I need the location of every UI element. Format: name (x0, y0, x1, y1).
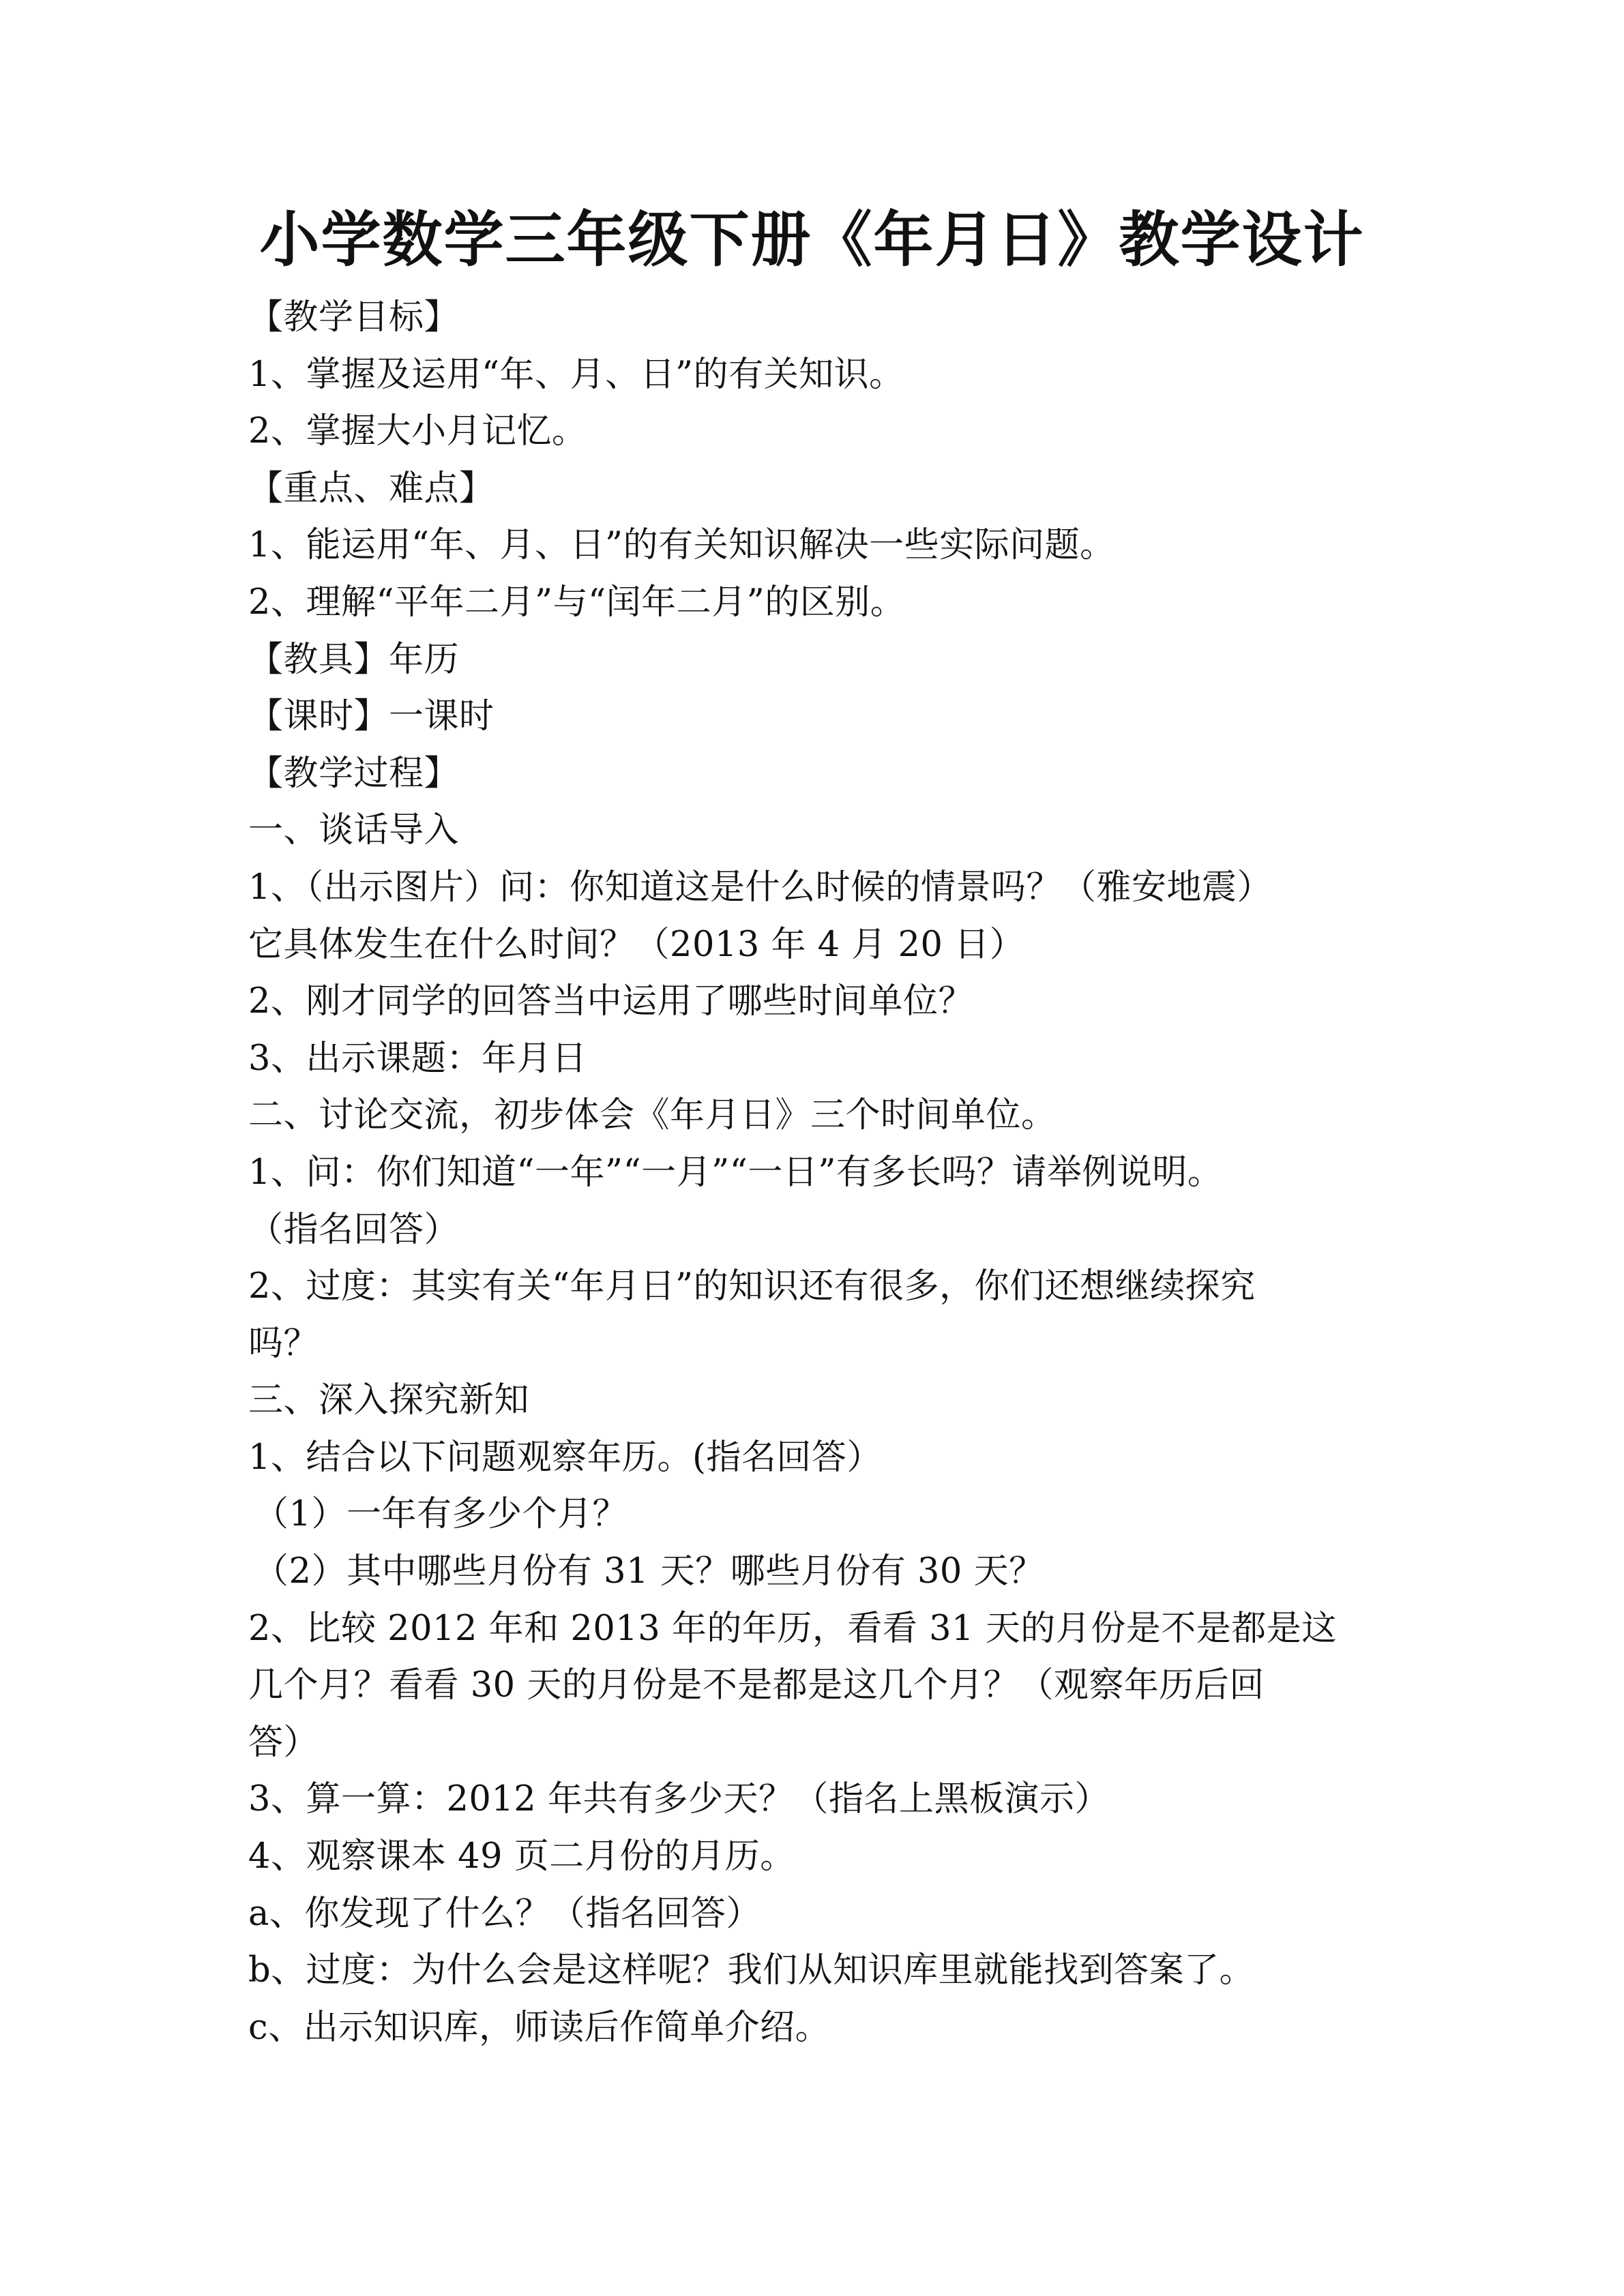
teaching-aids-line: 【教具】年历 (248, 639, 460, 680)
text-line: 1、结合以下问题观察年历。(指名回答） (248, 1437, 882, 1478)
text-line: b、过度：为什么会是这样呢？我们从知识库里就能找到答案了。 (248, 1950, 1255, 1991)
key-point-item-1: 1、能运用“年、月、日”的有关知识解决一些实际问题。 (248, 525, 1115, 566)
document-title: 小学数学三年级下册《年月日》教学设计 (259, 205, 1365, 275)
text-line: a、你发现了什么？（指名回答） (248, 1893, 761, 1934)
text-line: 2、比较 2012 年和 2013 年的年历，看看 31 天的月份是不是都是这 (248, 1608, 1337, 1649)
class-hours-line: 【课时】一课时 (248, 696, 494, 737)
section-heading-key-points: 【重点、难点】 (248, 468, 494, 509)
text-line: 吗？ (248, 1323, 319, 1364)
text-line: （2）其中哪些月份有 31 天？哪些月份有 30 天？ (254, 1551, 1044, 1592)
process-step-discussion-heading: 二、讨论交流，初步体会《年月日》三个时间单位。 (248, 1095, 1057, 1136)
document-body (248, 289, 1394, 2056)
text-line: 1、问：你们知道“一年”“一月”“一日”有多长吗？请举例说明。 (248, 1152, 1223, 1193)
text-line: 几个月？看看 30 天的月份是不是都是这几个月？（观察年历后回 (248, 1665, 1265, 1706)
text-line: 2、刚才同学的回答当中运用了哪些时间单位？ (248, 981, 973, 1022)
objective-item-1: 1、掌握及运用“年、月、日”的有关知识。 (248, 354, 904, 395)
process-step-intro-heading: 一、谈话导入 (248, 810, 460, 851)
text-line: 它具体发生在什么时间？（2013 年 4 月 20 日） (248, 924, 1025, 965)
text-line: 2、过度：其实有关“年月日”的知识还有很多，你们还想继续探究 (248, 1266, 1256, 1307)
section-heading-objectives: 【教学目标】 (248, 297, 460, 338)
text-line: c、出示知识库，师读后作简单介绍。 (248, 2007, 831, 2048)
key-point-item-2: 2、理解“平年二月”与“闰年二月”的区别。 (248, 582, 906, 623)
text-line: （1）一年有多少个月？ (254, 1494, 628, 1535)
text-line: 3、算一算：2012 年共有多少天？（指名上黑板演示） (248, 1779, 1110, 1820)
text-line: 4、观察课本 49 页二月份的月历。 (248, 1836, 795, 1877)
objective-item-2: 2、掌握大小月记忆。 (248, 411, 587, 452)
text-line: 1、（出示图片）问：你知道这是什么时候的情景吗？（雅安地震） (248, 867, 1272, 908)
text-line: 3、出示课题：年月日 (248, 1038, 587, 1079)
section-heading-process: 【教学过程】 (248, 753, 460, 794)
process-step-explore-heading: 三、深入探究新知 (248, 1380, 530, 1421)
text-line: 答） (248, 1722, 319, 1763)
text-line: （指名回答） (248, 1209, 460, 1250)
